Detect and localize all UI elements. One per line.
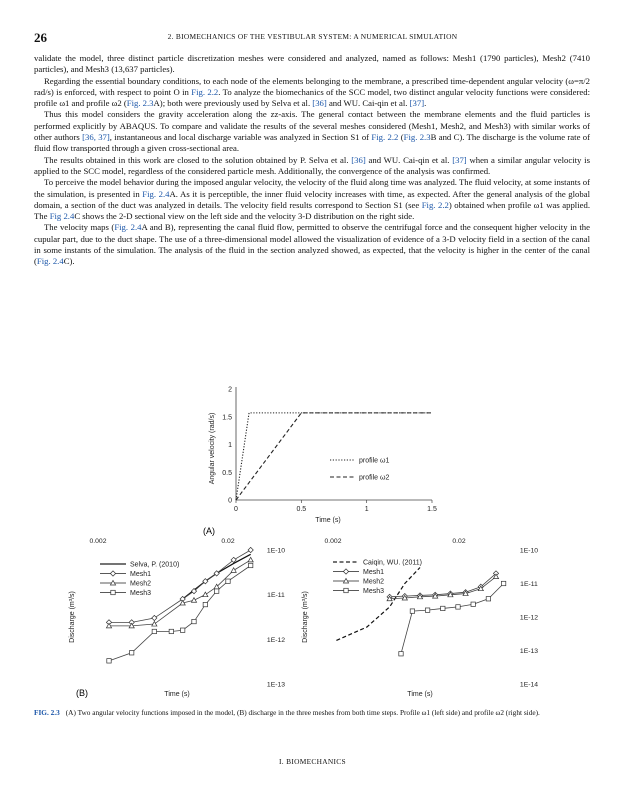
paragraph-text: Regarding the essential boundary conditions, to each node of the elements belonging to the membrane, a prescribed time-dependent angular velocity (ω=π/2 rad/s) is enforced, with respect to point O in: [34, 75, 590, 97]
panel-a-label: (A): [203, 526, 215, 536]
chart-b-right-top-tick-label: 0.02: [452, 538, 466, 545]
chart-b-left-data-point: [226, 579, 230, 583]
paragraph-text: To perceive the model behavior during the imposed angular velocity, the velocity of the fluid along time was analyzed. The fluid velocity, at some instants of the simulation, is presented in: [34, 177, 590, 199]
chart-b-right-y-tick-label: 1E-10: [519, 547, 539, 555]
chart-b-left-legend-label: Mesh1: [130, 571, 152, 578]
chart-b-right-x-label: Time (s): [407, 691, 433, 698]
chart-b-right-data-point: [501, 581, 505, 585]
paragraph-text: .: [424, 98, 427, 109]
chart-b-right-legend-marker: [343, 569, 348, 574]
chart-b-left-y-tick-label: 1E-12: [266, 636, 286, 644]
paragraph: [34, 76, 590, 110]
paragraph-text: A and B), representing the canal fluid flow, permitted to observe the centrifugal force and the consequent higher velocity in the cupular part, due to the duct shape. The use of a three-dimensional model allowed the visualization of evidence of a 3-D velocity field in a section of the canal in some instants of the simulation. The analysis of the fluid in the section analyzed showed, as expected, that the velocity is higher in the center of the canal (: [34, 222, 590, 267]
chart-b-left-legend-label: Selva, P. (2010): [130, 561, 180, 569]
figure-caption: [34, 708, 590, 718]
page-footer: I. BIOMECHANICS: [279, 757, 346, 766]
chart-b-left-x-label: Time (s): [164, 691, 190, 698]
cross-reference-link[interactable]: [37]: [452, 154, 467, 165]
chart-b-left-data-point: [248, 547, 253, 552]
chart-b-right-data-point: [441, 606, 445, 610]
caption-label: FIG. 2.3: [34, 708, 60, 717]
chart-b-right-legend-label: Mesh3: [363, 588, 385, 595]
chart-b-right-y-tick-label: 1E-13: [519, 648, 539, 655]
chart-b-left-y-tick-label: 1E-10: [266, 547, 286, 555]
chart-b-right-data-point: [456, 605, 460, 609]
chart-b-right-y-tick-label: 1E-14: [519, 681, 539, 689]
figure-2-3: [0, 383, 625, 703]
chart-b-right-data-point: [399, 652, 403, 656]
chart-b-left-legend-marker: [110, 571, 115, 576]
chart-b-right-legend-label: Mesh2: [363, 578, 385, 586]
cross-reference-link[interactable]: [36]: [312, 98, 327, 109]
chart-b-left-data-point: [203, 602, 207, 606]
paragraph-text: A); both were previously used by Selva et al.: [153, 98, 313, 109]
chart-b-right-y-tick-label: 1E-12: [519, 614, 539, 622]
chart-b-left-data-point: [129, 651, 133, 655]
chart-a-series-line: [236, 413, 432, 500]
chart-a-legend-label: profile ω1: [359, 457, 390, 465]
running-head: 2. BIOMECHANICS OF THE VESTIBULAR SYSTEM: A NUMERICAL SIMULATION: [167, 32, 458, 41]
chart-b-left-data-point: [152, 621, 157, 626]
cross-reference-link[interactable]: [37]: [409, 98, 425, 109]
cross-reference-link[interactable]: Fig. 2.4: [142, 188, 170, 199]
chart-b-left-data-point: [248, 557, 253, 562]
chart-b-left-y-label: Discharge (m³/s): [69, 591, 76, 643]
paragraph: [34, 53, 590, 76]
chart-a-y-tick-label: 0.5: [222, 469, 232, 477]
cross-reference-link[interactable]: Fig. 2.4: [114, 222, 142, 233]
cross-reference-link[interactable]: Fig. 2.4: [36, 256, 64, 267]
paragraph-text: when a similar angular velocity is applied to the SCC model, regardless of the considered particle mesh. Additionally, the convergence of the analysis was confirmed.: [34, 154, 590, 176]
paragraph-text: . To analyze the biomechanics of the SCC model, two distinct angular velocity functions were considered: profile ω1 and profile ω2 (: [34, 86, 590, 109]
chart-b-left-data-point: [152, 629, 156, 633]
chart-b-left-data-point: [180, 628, 184, 632]
chart-b-left-legend-label: Mesh2: [130, 580, 152, 588]
chart-a-x-tick-label: 1: [364, 506, 369, 513]
paragraph-text: , instantaneous and local discharge variable was analyzed in Section S1 of: [109, 132, 372, 143]
cross-reference-link[interactable]: [36]: [351, 154, 366, 165]
chart-b-right-legend-marker: [344, 588, 348, 592]
chart-a-y-tick-label: 1.5: [222, 414, 232, 422]
paragraph-text: validate the model, three distinct particle discretization meshes were considered and analyzed, named as follows: Mesh1 (1790 particles), Mesh2 (7410 particles), and Mesh3 (13,637 particles).: [34, 53, 590, 75]
chart-b-right-y-tick-label: 1E-11: [520, 581, 538, 588]
paragraph: [34, 155, 590, 178]
page-number: 26: [34, 30, 47, 45]
paragraph-text: and WU. Cai-qin et al.: [365, 154, 453, 165]
chart-b-left-data-point: [214, 589, 218, 593]
paragraph-text: A. As it is perceptible, the inner fluid velocity increases with time, as expected. After the general analysis of the global domain, a section of the duct was analyzed in details. The velocity field results correspond to Section S1 (see: [34, 188, 590, 210]
chart-a-x-tick-label: 1.5: [427, 506, 437, 513]
chart-b-right-data-point: [486, 597, 490, 601]
chart-a-legend-label: profile ω2: [359, 474, 390, 482]
chart-b-right-legend-label: Caiqin, WU. (2011): [363, 559, 423, 567]
cross-reference-link[interactable]: Fig. 2.3: [403, 132, 431, 143]
chart-b-left-data-point: [169, 629, 173, 633]
paragraph-text: C).: [63, 256, 75, 267]
chart-b-right-data-point: [410, 609, 414, 613]
chart-b-left-data-point: [192, 619, 196, 623]
chart-b-left-data-point: [203, 592, 208, 597]
chart-a-y-tick-label: 1: [228, 442, 232, 449]
paragraph-text: C shows the 2-D sectional view on the left side and the velocity 3-D distribution on the right side.: [74, 211, 415, 222]
chart-b-right-data-point: [425, 608, 429, 612]
cross-reference-link[interactable]: Fig. 2.2: [421, 199, 449, 210]
chart-b-left-top-tick-label: 0.02: [221, 538, 235, 545]
chart-a-x-label: Time (s): [315, 517, 341, 524]
chart-b-left-y-tick-label: 1E-11: [267, 592, 285, 600]
cross-reference-link[interactable]: Fig. 2.2: [371, 132, 399, 143]
paragraph: [34, 177, 590, 222]
chart-b-left-data-point: [248, 563, 252, 567]
chart-a-x-tick-label: 0: [234, 506, 238, 513]
chart-a-y-tick-label: 2: [228, 386, 232, 394]
cross-reference-link[interactable]: Fig 2.4: [49, 211, 75, 222]
paragraph-text: Thus this model considers the gravity acceleration along the zz-axis. The general contact between the membrane elements and the fluid particles is performed explicitly by ABAQUS. To compare and validate the results of the several meshes considered (Mesh1, Mesh2, and Mesh3) with similar works of other authors: [34, 109, 590, 143]
paragraph-text: The velocity maps (: [44, 222, 115, 233]
chart-b-left-top-tick-label: 0.002: [89, 538, 107, 545]
caption-text: (A) Two angular velocity functions imposed in the model, (B) discharge in the three meshes from both time steps. Profile ω1 (left side) and profile ω2 (right side).: [65, 708, 540, 717]
paragraph-text: ) obtained when profile ω1 was applied. The: [34, 199, 591, 222]
chart-a-y-label: Angular velocity (rad/s): [209, 412, 216, 485]
chart-b-left-data-point: [191, 598, 196, 603]
paragraph-text: and WU. Cai-qin et al.: [326, 98, 410, 109]
page-header: [34, 30, 591, 44]
cross-reference-link[interactable]: [36, 37]: [82, 132, 110, 143]
paragraph-text: B and C). The discharge is the volume rate of fluid flow transported through a given cross-sectional area.: [34, 132, 590, 154]
paragraph-text: (: [398, 132, 404, 143]
paragraph: [34, 109, 590, 154]
panel-b-label: (B): [76, 688, 88, 698]
chart-a-x-tick-label: 0.5: [296, 506, 307, 513]
chart-b-left-y-tick-label: 1E-13: [266, 681, 286, 689]
chart-a-series-line: [236, 413, 432, 500]
paragraph: [34, 222, 590, 267]
paragraph-text: The results obtained in this work are closed to the solution obtained by P. Selva et al.: [44, 154, 352, 165]
chart-b-right-data-point: [471, 602, 475, 606]
chart-a-y-tick-label: 0: [228, 497, 232, 505]
chart-b-left-data-point: [152, 615, 157, 620]
body-text: [34, 53, 590, 268]
cross-reference-link[interactable]: Fig. 2.2: [191, 86, 219, 97]
chart-b-right-legend-label: Mesh1: [363, 569, 385, 576]
chart-b-right-top-tick-label: 0.002: [324, 538, 342, 545]
chart-b-right-y-label: Discharge (m³/s): [302, 591, 309, 643]
chart-b-left-data-point: [107, 659, 111, 663]
chart-b-left-data-point: [231, 568, 236, 573]
chart-b-left-legend-label: Mesh3: [130, 590, 152, 597]
chart-b-left-legend-marker: [111, 590, 115, 594]
cross-reference-link[interactable]: Fig. 2.3: [126, 98, 154, 109]
